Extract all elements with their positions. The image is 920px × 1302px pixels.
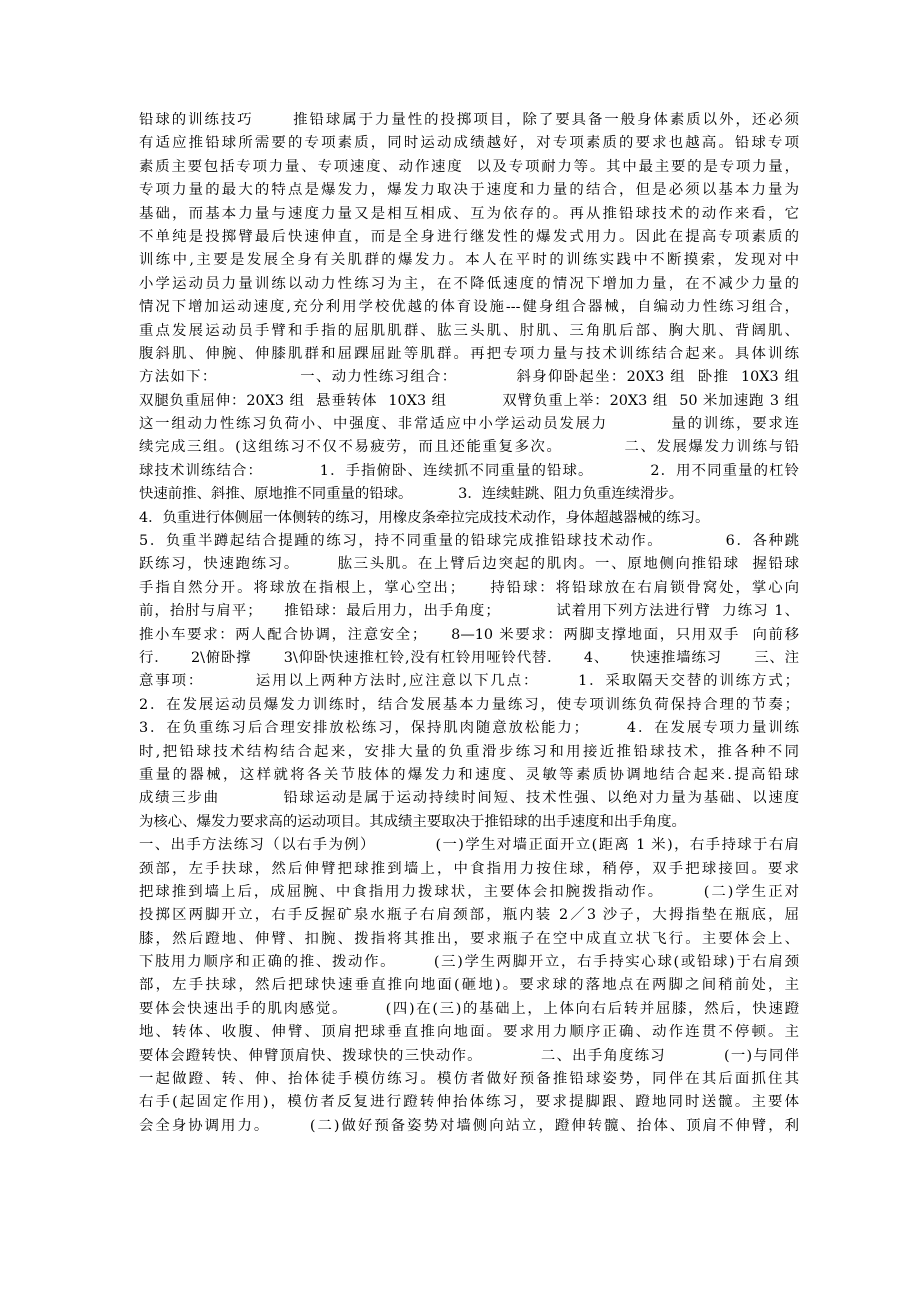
text-line: 把球推到墙上后，成屈腕、中食指用力拨球状，主要体会扣腕拨指动作。 (二)学生正对 [139, 883, 799, 900]
text-line: 有适应推铅球所需要的专项素质，同时运动成绩越好，对专项素质的要求也越高。铅球专项 [139, 135, 799, 152]
text-line: 行． 2\俯卧撑 3\仰卧快速推杠铃,没有杠铃用哑铃代替． 4、 快速推墙练习 三、注 [139, 649, 799, 666]
text-line: 投掷区两脚开立，右手反握矿泉水瓶子右肩颈部，瓶内装 2／3 沙子，大拇指垫在瓶底，屈 [139, 907, 799, 924]
text-line: 方法如下： 一、动力性练习组合： 斜身仰卧起坐：20X3 组 卧推 10X3 组 [139, 369, 799, 386]
text-line: 为核心、爆发力要求高的运动项目。其成绩主要取决于推铅球的出手速度和出手角度。 [139, 813, 686, 830]
text-line: 球技术训练结合： 1．手指俯卧、连续抓不同重量的铅球。 2．用不同重量的杠铃 [139, 462, 799, 479]
text-line: 跃练习，快速跑练习。 肱三头肌。在上臂后边突起的肌肉。一、原地侧向推铅球 握铅球 [139, 556, 799, 573]
text-line: 重点发展运动员手臂和手指的屈肌肌群、肱三头肌、肘肌、三角肌后部、胸大肌、背阔肌、 [139, 322, 799, 339]
text-line: 2．在发展运动员爆发力训练时，结合发展基本力量练习，使专项训练负荷保持合理的节奏； [139, 696, 799, 713]
text-line: 要体会蹬转快、伸臂顶肩快、拨球快的三快动作。 二、出手角度练习 (一)与同伴 [139, 1047, 799, 1064]
text-line: 一起做蹬、转、伸、抬体徒手模仿练习。模仿者做好预备推铅球姿势，同伴在其后面抓住其 [139, 1071, 799, 1088]
text-line: 不单纯是投掷臂最后快速伸直，而是全身进行继发性的爆发式用力。因此在提高专项素质的 [139, 228, 799, 245]
text-line: 推小车要求：两人配合协调，注意安全； 8—10 米要求：两脚支撑地面，只用双手 向前移 [139, 626, 799, 643]
text-line: 情况下增加运动速度,充分利用学校优越的体育设施---健身组合器械，自编动力性练习组合， [139, 299, 799, 316]
text-line: 铅球的训练技巧 推铅球属于力量性的投掷项目，除了要具备一般身体素质以外，还必须 [139, 112, 799, 128]
text-line: 5．负重半蹲起结合提踵的练习，持不同重量的铅球完成推铅球技术动作。 6．各种跳 [139, 533, 799, 550]
text-line: 颈部，左手扶球，然后伸臂把球推到墙上，中食指用力按住球，稍停，双手把球接回。要求 [139, 860, 799, 877]
text-line: 快速前推、斜推、原地推不同重量的铅球。 3．连续蛙跳、阻力负重连续滑步。 [139, 486, 684, 503]
text-line: 素质主要包括专项力量、专项速度、动作速度 以及专项耐力等。其中最主要的是专项力量， [139, 158, 799, 175]
text-line: 膝，然后蹬地、伸臂、扣腕、拨指将其推出，要求瓶子在空中成直立状飞行。主要体会上、 [139, 930, 799, 947]
text-line: 续完成三组。(这组练习不仅不易疲劳，而且还能重复多次。 二、发展爆发力训练与铅 [139, 439, 799, 456]
text-line: 3．在负重练习后合理安排放松练习，保持肌肉随意放松能力； 4．在发展专项力量训练 [139, 720, 799, 737]
text-line: 前，抬肘与肩平； 推铅球：最后用力，出手角度； 试着用下列方法进行臂 力练习 1、 [139, 603, 799, 620]
text-line: 这一组动力性练习负荷小、中强度、非常适应中小学运动员发展力 量的训练，要求连 [139, 416, 799, 433]
text-line: 双腿负重屈伸：20X3 组 悬垂转体 10X3 组 双臂负重上举：20X3 组 50 米加速跑 3 组 [139, 392, 799, 409]
text-line: 时,把铅球技术结构结合起来，安排大量的负重滑步练习和用接近推铅球技术，推各种不同 [139, 743, 799, 760]
text-line: 一、出手方法练习（以右手为例） (一)学生对墙正面开立(距离 1 米)，右手持球于右肩 [139, 837, 799, 854]
text-line: 训练中,主要是发展全身有关肌群的爆发力。本人在平时的训练实践中不断摸索，发现对中 [139, 252, 799, 269]
text-line: 地、转体、收腹、伸臂、顶肩把球垂直推向地面。要求用力顺序正确、动作连贯不停顿。主 [139, 1024, 799, 1041]
text-line: 部，左手扶球，然后把球快速垂直推向地面(砸地)。要求球的落地点在两脚之间稍前处，主 [139, 977, 799, 994]
text-line: 下肢用力顺序和正确的推、拨动作。 (三)学生两脚开立，右手持实心球(或铅球)于右肩颈 [139, 954, 799, 971]
text-line: 会全身协调用力。 (二)做好预备姿势对墙侧向站立，蹬伸转髋、抬体、顶肩不伸臂，利 [139, 1117, 799, 1134]
text-line: 腹斜肌、伸腕、伸膝肌群和屈踝屈趾等肌群。再把专项力量与技术训练结合起来。具体训练 [139, 345, 799, 362]
text-line: 手指自然分开。将球放在指根上，掌心空出； 持铅球：将铅球放在右肩锁骨窝处，掌心向 [139, 579, 799, 596]
text-line: 要体会快速出手的肌肉感觉。 (四)在(三)的基础上，上体向右后转并屈膝，然后，快速蹬 [139, 1000, 799, 1017]
text-line: 专项力量的最大的特点是爆发力，爆发力取决于速度和力量的结合，但是必须以基本力量为 [139, 182, 799, 199]
text-line: 重量的器械，这样就将各关节肢体的爆发力和速度、灵敏等素质协调地结合起来.提高铅球 [139, 766, 799, 783]
text-line: 小学运动员力量训练以动力性练习为主，在不降低速度的情况下增加力量，在不减少力量的 [139, 275, 799, 292]
text-line: 意事项： 运用以上两种方法时,应注意以下几点： 1．采取隔天交替的训练方式； [139, 673, 799, 690]
text-line: 成绩三步曲 铅球运动是属于运动持续时间短、技术性强、以绝对力量为基础、以速度 [139, 790, 799, 807]
text-line: 4．负重进行体侧屈一体侧转的练习，用橡皮条牵拉完成技术动作，身体超越器械的练习。 [139, 509, 710, 526]
text-line: 基础，而基本力量与速度力量又是相互相成、互为依存的。再从推铅球技术的动作来看，它 [139, 205, 799, 222]
document-body [139, 109, 799, 1138]
text-line: 右手(起固定作用)，模仿者反复进行蹬转伸抬体练习，要求提脚跟、蹬地同时送髋。主要体 [139, 1094, 799, 1111]
